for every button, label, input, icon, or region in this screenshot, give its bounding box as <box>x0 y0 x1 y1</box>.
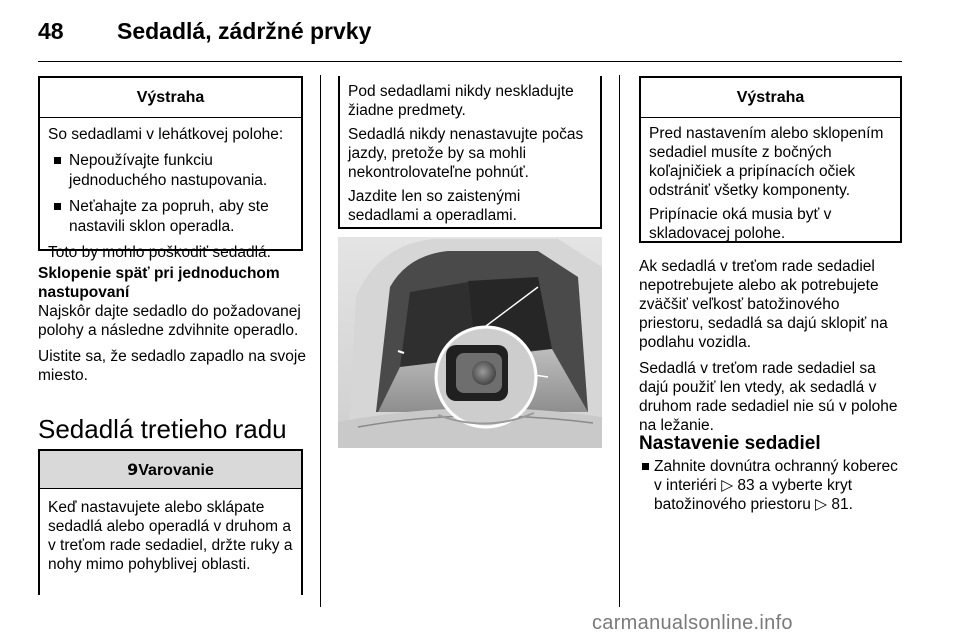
warning-box-2-body <box>641 118 900 243</box>
adjust-heading: Nastavenie sedadiel <box>639 433 821 454</box>
warning-box-title: Výstraha <box>40 78 301 118</box>
page-ref-83[interactable]: 83 <box>737 477 755 494</box>
warning-2-paragraph-2: Pripínacie oká musia byť v skladovacej polohe. <box>649 206 832 242</box>
warning-2-paragraph-1: Pred nastavením alebo sklopením sedadiel musíte z bočných koľajničiek a pripínacích očiek odstrániť všetky komponenty. <box>649 125 884 199</box>
warning-bullet-2: Neťahajte za popruh, aby ste nastavili sklon operadla. <box>52 197 293 237</box>
warning-box-2 <box>639 76 902 243</box>
page-title: Sedadlá, zádržné prvky <box>117 18 372 44</box>
continuation-paragraph-3: Jazdite len so zaistenými sedadlami a operadlami. <box>348 188 521 224</box>
section-heading: Sedadlá tretieho radu <box>38 414 287 444</box>
warning-bullet-1: Nepoužívajte funkciu jednoduchého nastupovania. <box>52 151 293 191</box>
warning-box <box>38 76 303 261</box>
warning-outro: Toto by mohlo poškodiť sedadlá. <box>48 244 271 261</box>
caution-box-text: Keď nastavujete alebo sklápate sedadlá alebo operadlá v druhom a v treťom rade sedadiel, držte ruky a nohy mimo pohyblivej oblasti. <box>48 499 293 573</box>
warning-intro: So sedadlami v lehátkovej polohe: <box>48 126 284 143</box>
adjust-bullet-text-1: Zahnite dovnútra ochranný koberec v interiéri <box>654 458 898 494</box>
easy-entry-section <box>38 264 308 392</box>
adjust-bullet-text-2: a vyberte kryt batožinového priestoru <box>654 477 853 513</box>
column-divider-2 <box>619 75 620 607</box>
watermark: carmanualsonline.info <box>592 612 793 634</box>
warning-box-2-title: Výstraha <box>641 78 900 118</box>
cargo-area-svg <box>338 237 602 448</box>
header-rule <box>38 61 902 62</box>
adjust-bullet-end: . <box>848 496 853 513</box>
caution-title: Varovanie <box>138 462 214 479</box>
adjust-bullet <box>639 457 901 514</box>
adjust-bullet-marker <box>642 463 649 470</box>
page-ref-81[interactable]: 81 <box>831 496 849 513</box>
page-number: 48 <box>38 18 64 44</box>
page-ref-arrow-icon: ▷ <box>721 476 734 494</box>
continuation-paragraph-1: Pod sedadlami nikdy neskladujte žiadne predmety. <box>348 83 574 119</box>
easy-entry-paragraph-2: Uistite sa, že sedadlo zapadlo na svoje miesto. <box>38 348 306 384</box>
page-ref-arrow-icon: ▷ <box>815 495 828 513</box>
third-row-paragraph-1: Ak sedadlá v treťom rade sedadiel nepotrebujete alebo ak potrebujete zväčšiť veľkosť batožinového priestoru, sedadlá sa dajú sklopiť na podlahu vozidla. <box>639 258 888 351</box>
third-row-paragraph-2: Sedadlá v treťom rade sedadiel sa dajú použiť len vtedy, ak sedadlá v druhom rade sedadiel nie sú v polohe na ležanie. <box>639 360 898 434</box>
caution-symbol: 9 <box>127 460 139 479</box>
easy-entry-paragraph-1: Najskôr dajte sedadlo do požadovanej polohy a následne zdvihnite operadlo. <box>38 303 301 339</box>
continuation-box <box>338 76 602 229</box>
caution-box-header <box>40 451 301 489</box>
column-divider-1 <box>320 75 321 607</box>
easy-entry-heading: Sklopenie späť pri jednoduchom nastupovaní <box>38 265 280 301</box>
cargo-area-illustration <box>338 237 602 448</box>
third-row-text <box>639 257 905 442</box>
caution-box <box>38 449 303 595</box>
warning-box-body <box>40 118 301 263</box>
continuation-paragraph-2: Sedadlá nikdy nenastavujte počas jazdy, pretože by sa mohli nekontrolovateľne pohnúť. <box>348 126 584 181</box>
